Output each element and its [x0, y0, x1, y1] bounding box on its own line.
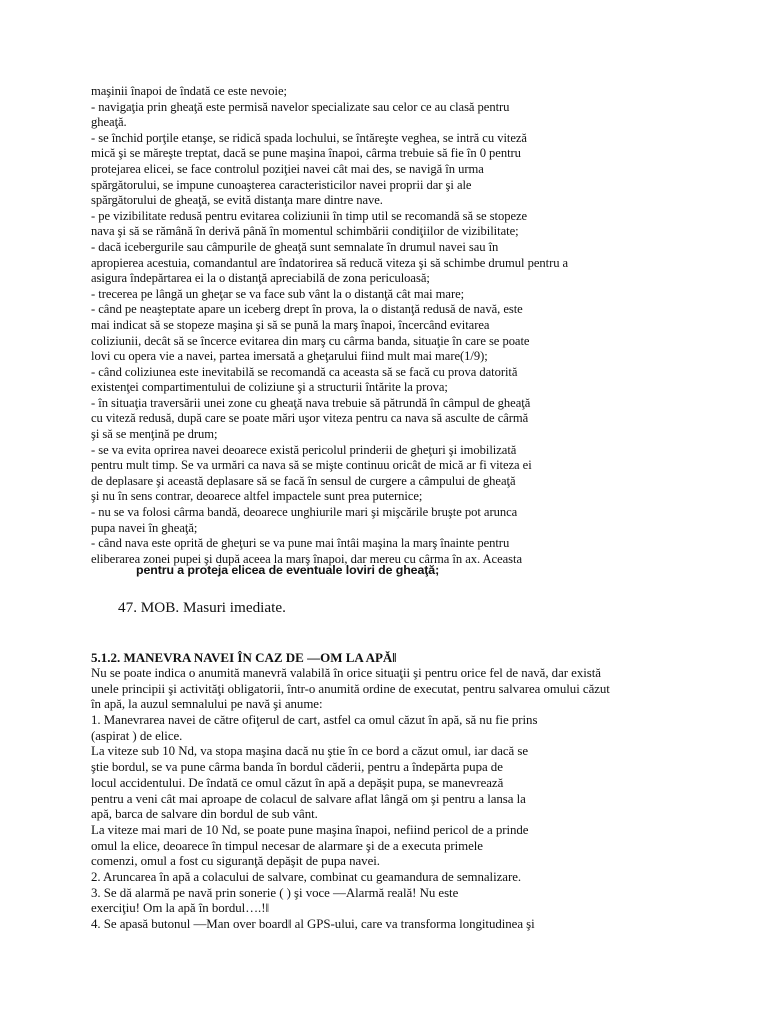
text-line: pupa navei în gheaţă;: [91, 520, 198, 535]
text-line: Nu se poate indica o anumită manevră valabilă în orice situaţii şi pentru orice fel de navă, dar există: [91, 666, 601, 680]
text-line: - când nava este oprită de gheţuri se va pune mai întâi maşina la marş înainte pentru: [91, 536, 510, 551]
text-line: eliberarea zonei pupei şi după aceea la marş înapoi, dar mereu cu cârma în ax. Aceasta: [91, 551, 523, 566]
text-line: - în situaţia traversării unei zone cu gheaţă nava trebuie să pătrundă în câmpul de gheaţă: [91, 395, 531, 410]
text-line: (aspirat ) de elice.: [91, 728, 183, 743]
text-line: - când coliziunea este inevitabilă se recomandă ca aceasta să se facă cu prova datorită: [91, 364, 518, 379]
text-line: asigura îndepărtarea ei la o distanţă apreciabilă de zona periculoasă;: [91, 271, 430, 286]
text-line: La viteze mai mari de 10 Nd, se poate pune maşina înapoi, nefiind pericol de a prinde: [91, 822, 529, 837]
text-line: pentru mult timp. Se va urmări ca nava să se mişte continuu oricât de mică ar fi viteza ei: [91, 458, 532, 473]
text-line: - trecerea pe lângă un gheţar se va face sub vânt la o distanţă cât mai mare;: [91, 286, 465, 301]
text-line: - nu se va folosi cârma bandă, deoarece unghiurile mari şi mişcările bruşte pot arunca: [91, 505, 518, 520]
man-overboard-text: [91, 666, 691, 933]
text-line: 4. Se apasă butonul ―Man over board‖ al GPS-ului, care va transforma longitudinea şi: [91, 917, 535, 931]
text-line: mai indicat să se stopeze maşina şi să se pună la marş înapoi, încercând evitarea: [91, 317, 490, 332]
text-line: existenţei compartimentului de coliziune şi a structurii întărite la prova;: [91, 380, 448, 395]
text-line: apă, barca de salvare din bordul de sub vânt.: [91, 807, 318, 822]
text-line: nava şi să se rămână în derivă până în momentul schimbării condiţiilor de vizibilitate;: [91, 224, 519, 239]
text-line: comenzi, omul a fost cu siguranţă depăşit de pupa navei.: [91, 854, 380, 869]
text-line: 2. Aruncarea în apă a colacului de salvare, combinat cu geamandura de semnalizare.: [91, 869, 522, 884]
text-line: cu viteză redusă, după care se poate mări uşor viteza pentru ca nava să asculte de cârmă: [91, 411, 529, 426]
text-line: 3. Se dă alarmă pe navă prin sonerie ( ) şi voce ―Alarmă reală! Nu este: [91, 885, 459, 900]
mob-title: 47. MOB. Masuri imediate.: [118, 599, 286, 616]
text-line: apropierea acestuia, comandantul are îndatorirea să reducă viteza şi să schimbe drumul pentru a: [91, 255, 569, 270]
text-line: spărgătorului, se impune cunoaşterea caracteristicilor navei proprii dar şi ale: [91, 177, 472, 192]
text-line: spărgătorului de gheaţă, se evită distanţa mare dintre nave.: [91, 193, 383, 208]
text-line: pentru a veni cât mai aproape de colacul de salvare aflat lângă om şi pentru a lansa la: [91, 791, 526, 806]
text-line: unele principii şi activităţi obligatorii, într-o anumită ordine de executat, pentru salvarea omului căzut: [91, 681, 610, 696]
text-line: - dacă icebergurile sau câmpurile de gheaţă sunt semnalate în drumul navei sau în: [91, 239, 499, 254]
text-line: mică şi se măreşte treptat, dacă se pune maşina înapoi, cârma trebuie să fie în 0 pentru: [91, 146, 521, 161]
text-line: ştie bordul, se va pune cârma banda în bordul căderii, pentru a îndepărta pupa de: [91, 760, 503, 775]
text-line: şi să se menţină pe drum;: [91, 427, 218, 442]
text-line: şi nu în sens contrar, deoarece altfel impactele sunt prea puternice;: [91, 489, 423, 504]
text-line: protejarea elicei, se face controlul poziţiei navei cât mai des, se navigă în urma: [91, 161, 484, 176]
text-line: maşinii înapoi de îndată ce este nevoie;: [91, 84, 287, 98]
bold-text-line: pentru a proteja elicea de eventuale loviri de gheaţă;: [136, 563, 440, 577]
text-line: locul accidentului. De îndată ce omul căzut în apă a depăşit pupa, se manevrează: [91, 775, 504, 790]
ice-navigation-text: [91, 84, 691, 567]
text-line: de deplasare şi această deplasare să se facă în sensul de curgere a câmpului de gheaţă: [91, 473, 516, 488]
text-line: - se închid porţile etanşe, se ridică spada lochului, se întăreşte veghea, se intră cu viteză: [91, 130, 527, 145]
text-line: în apă, la auzul semnalului pe navă şi anume:: [91, 697, 323, 712]
text-line: gheaţă.: [91, 115, 127, 130]
text-line: 1. Manevrarea navei de către ofiţerul de cart, astfel ca omul căzut în apă, să nu fie prins: [91, 713, 538, 728]
text-line: - navigaţia prin gheaţă este permisă navelor specializate sau celor ce au clasă pentru: [91, 99, 510, 114]
text-line: coliziunii, decât să se încerce evitarea din marş cu cârma banda, situaţie în care se poate: [91, 333, 530, 348]
text-line: omul la elice, deoarece în timpul necesar de alarmare şi de a executa primele: [91, 838, 483, 853]
text-line: - când pe neaşteptate apare un iceberg drept în prova, la o distanţă redusă de navă, este: [91, 302, 523, 317]
section-heading: 5.1.2. MANEVRA NAVEI ÎN CAZ DE ―OM LA APĂ‖: [91, 650, 397, 665]
text-line: - pe vizibilitate redusă pentru evitarea coliziunii în timp util se recomandă să se stopeze: [91, 208, 528, 223]
text-line: exerciţiu! Om la apă în bordul….!‖: [91, 901, 270, 916]
text-line: lovi cu opera vie a navei, partea imersată a gheţarului fiind mult mai mare(1/9);: [91, 349, 488, 364]
text-line: La viteze sub 10 Nd, va stopa maşina dacă nu ştie în ce bord a căzut omul, iar dacă se: [91, 744, 529, 759]
text-line: - se va evita oprirea navei deoarece există pericolul prinderii de gheţuri şi imobilizată: [91, 442, 517, 457]
